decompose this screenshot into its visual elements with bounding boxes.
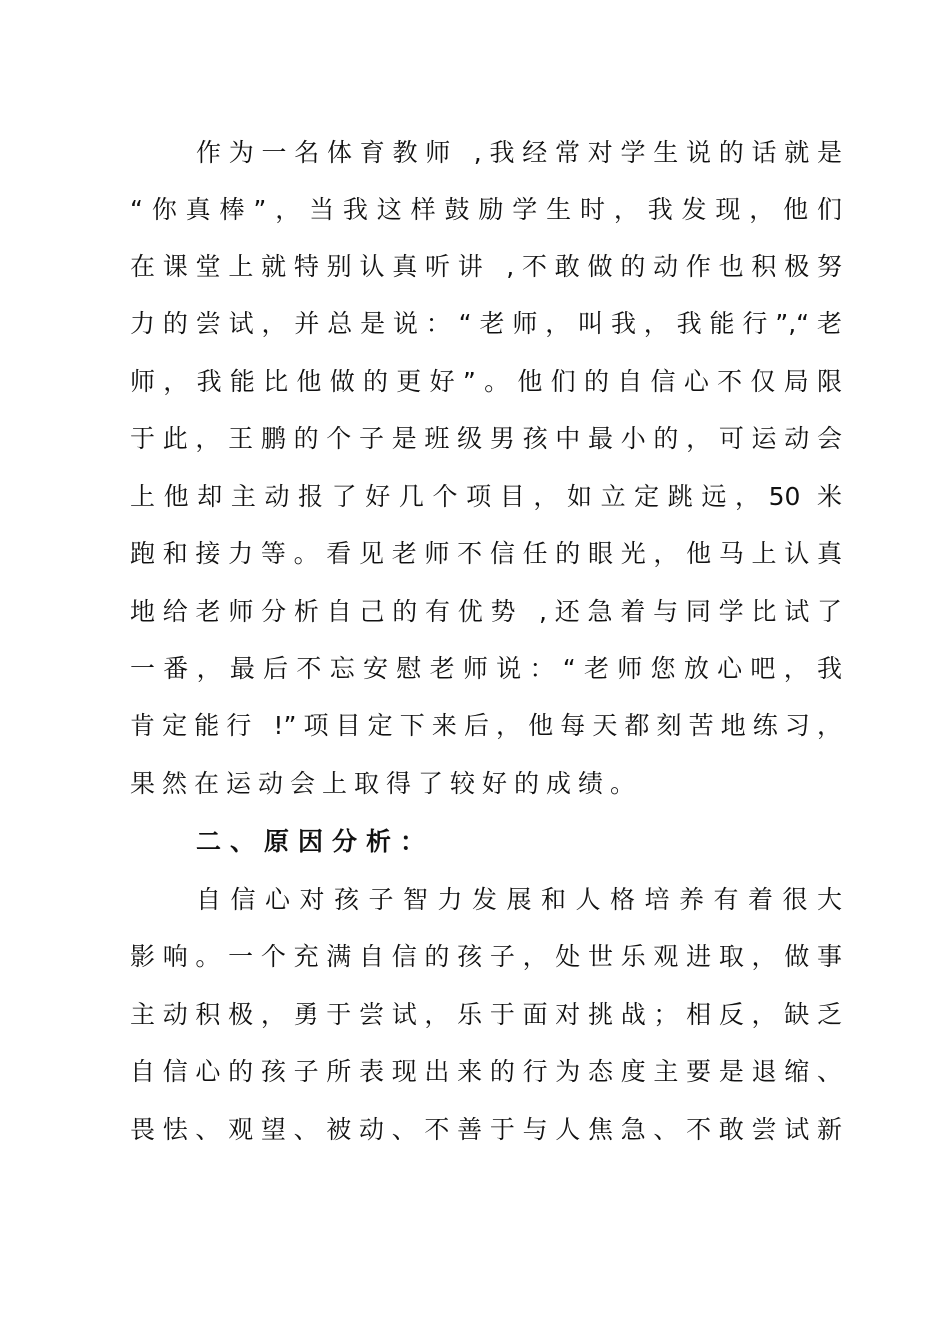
- paragraph-1-line-12: 果然在运动会上取得了较好的成绩。: [130, 769, 643, 798]
- paragraph-2-line-2: 影响。一个充满自信的孩子，处世乐观进取，做事: [130, 942, 842, 971]
- paragraph-1-line-2: “你真棒”，当我这样鼓励学生时，我发现，他们: [130, 195, 842, 224]
- paragraph-1-line-1: 作为一名体育教师 ,我经常对学生说的话就是: [196, 138, 842, 167]
- paragraph-2-line-4: 自信心的孩子所表现出来的行为态度主要是退缩、: [130, 1057, 842, 1086]
- section-heading: 二、原因分析：: [196, 827, 435, 856]
- paragraph-1-line-3: 在课堂上就特别认真听讲 ,不敢做的动作也积极努: [130, 252, 842, 281]
- paragraph-1-line-9: 地给老师分析自己的有优势 ,还急着与同学比试了: [130, 597, 842, 626]
- paragraph-1-line-6: 于此，王鹏的个子是班级男孩中最小的，可运动会: [130, 424, 842, 453]
- paragraph-2-line-3: 主动积极，勇于尝试，乐于面对挑战；相反，缺乏: [130, 1000, 842, 1029]
- paragraph-1-line-8: 跑和接力等。看见老师不信任的眼光，他马上认真: [130, 539, 842, 568]
- paragraph-1-line-11: 肯定能行 !”项目定下来后，他每天都刻苦地练习，: [130, 711, 842, 740]
- paragraph-1-line-10: 一番，最后不忘安慰老师说：“老师您放心吧，我: [130, 654, 842, 683]
- paragraph-1-line-5: 师，我能比他做的更好”。他们的自信心不仅局限: [130, 367, 842, 396]
- paragraph-2-line-1: 自信心对孩子智力发展和人格培养有着很大: [196, 885, 842, 914]
- paragraph-1-line-4: 力的尝试，并总是说：“老师，叫我，我能行”,“老: [130, 309, 842, 338]
- paragraph-1-line-7: 上他却主动报了好几个项目，如立定跳远，50 米: [130, 482, 842, 511]
- paragraph-2-line-5: 畏怯、观望、被动、不善于与人焦急、不敢尝试新: [130, 1115, 842, 1144]
